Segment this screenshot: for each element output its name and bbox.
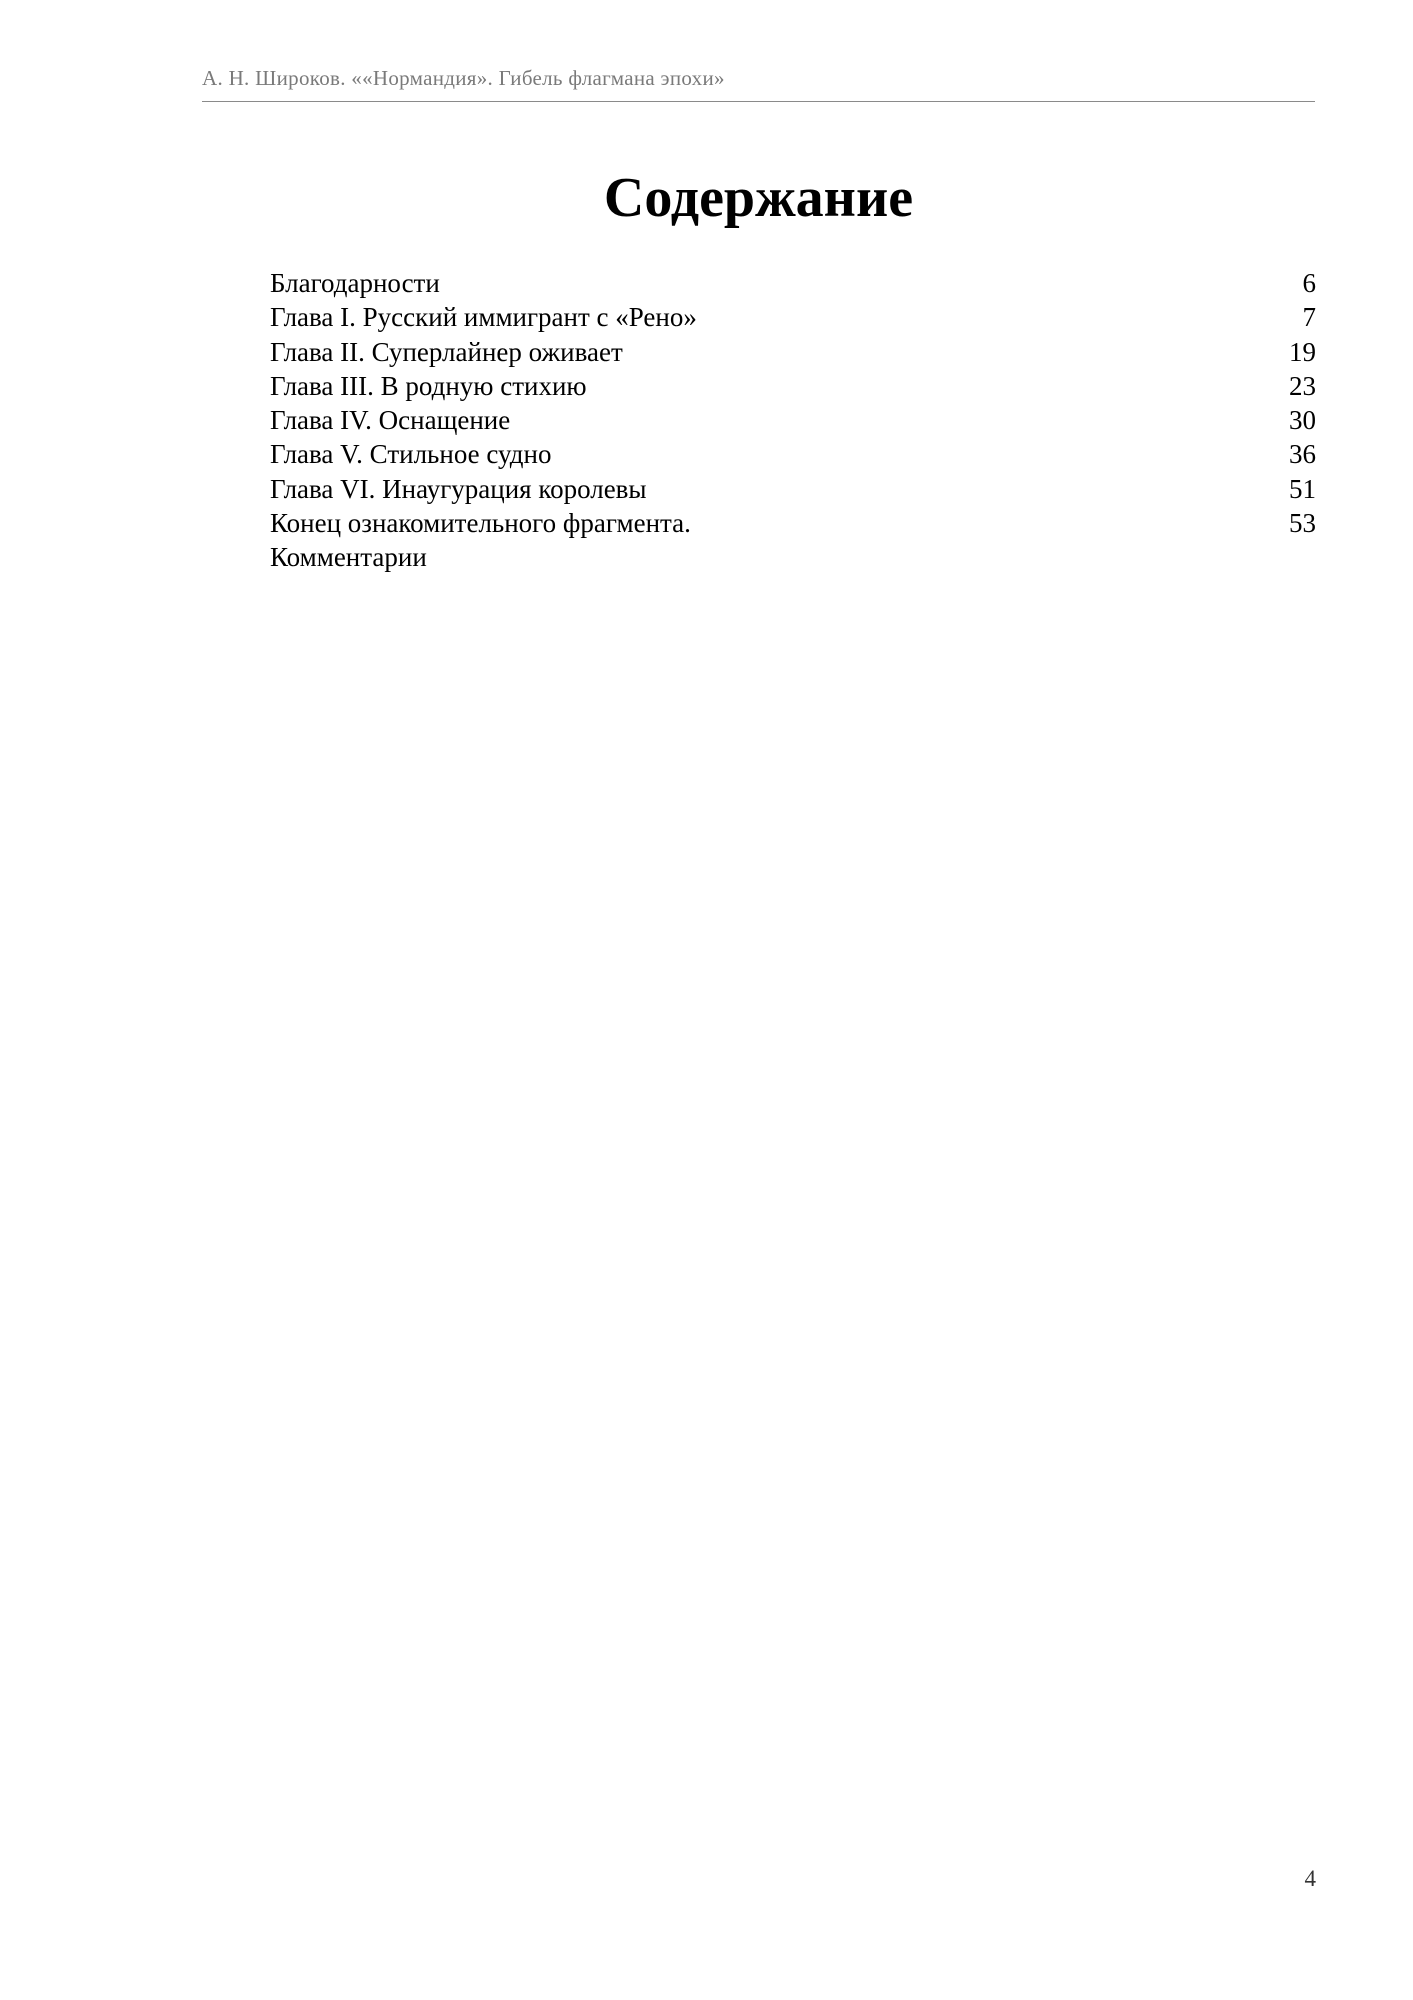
toc-entry-chapter-6[interactable] xyxy=(270,472,1316,506)
toc-entry-chapter-4[interactable] xyxy=(270,403,1316,437)
toc-entry-comments[interactable] xyxy=(270,540,1316,574)
toc-entry-chapter-1[interactable] xyxy=(270,300,1316,334)
running-header xyxy=(202,64,1315,102)
toc-entry-acknowledgements[interactable] xyxy=(270,266,1316,300)
toc-entry-chapter-5[interactable] xyxy=(270,437,1316,471)
toc-entry-page: 19 xyxy=(1289,336,1316,367)
toc-entry-chapter-3[interactable] xyxy=(270,369,1316,403)
toc-entry-chapter-2[interactable] xyxy=(270,335,1316,369)
toc-entry-page: 53 xyxy=(1289,508,1316,539)
running-header-title: А. Н. Широков. ««Нормандия». Гибель флагмана эпохи» xyxy=(202,66,725,90)
toc-entry-page: 23 xyxy=(1289,370,1316,401)
page-title: Содержание xyxy=(603,167,914,229)
toc-entry-label[interactable]: Благодарности xyxy=(270,268,440,298)
toc-entry-label[interactable]: Глава II. Суперлайнер оживает xyxy=(270,336,623,367)
toc-entry-label[interactable]: Комментарии xyxy=(270,542,427,573)
toc-entry-page: 51 xyxy=(1289,473,1316,504)
page-number: 4 xyxy=(1304,1866,1316,1891)
toc-entry-page: 36 xyxy=(1289,439,1316,470)
toc-entry-label[interactable]: Глава V. Стильное судно xyxy=(270,439,552,470)
toc-entry-label[interactable]: Глава VI. Инаугурация королевы xyxy=(270,473,647,504)
toc-entry-label[interactable]: Конец ознакомительного фрагмента. xyxy=(270,508,691,539)
toc-entry-page: 7 xyxy=(1302,302,1316,333)
toc-entry-page: 30 xyxy=(1289,405,1316,436)
table-of-contents xyxy=(270,266,1316,575)
toc-entry-label[interactable]: Глава III. В родную стихию xyxy=(270,370,587,401)
toc-entry-page: 6 xyxy=(1302,268,1316,298)
toc-entry-label[interactable]: Глава I. Русский иммигрант с «Рено» xyxy=(270,302,697,333)
toc-entry-label[interactable]: Глава IV. Оснащение xyxy=(270,405,511,436)
toc-entry-fragment-end[interactable] xyxy=(270,506,1316,540)
